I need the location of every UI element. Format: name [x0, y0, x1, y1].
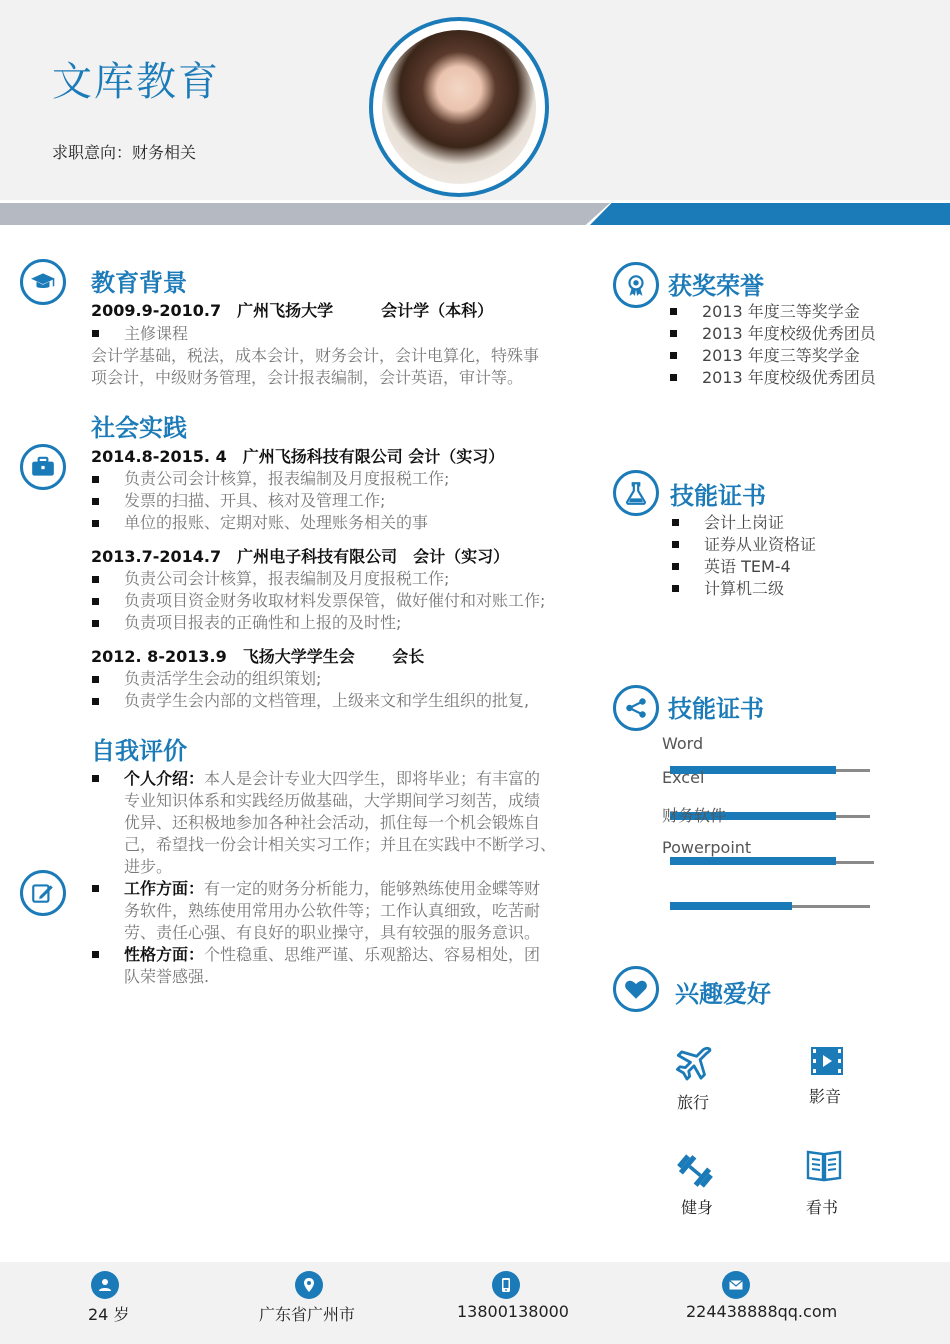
job-item: 负责项目报表的正确性和上报的及时性; — [124, 613, 402, 632]
bullet — [92, 498, 99, 505]
flask-icon — [613, 470, 659, 516]
work-aspect-text: 劳、责任心强、有良好的职业操守，具有较强的服务意识。 — [124, 923, 541, 942]
phone-icon — [492, 1271, 520, 1299]
divider-band-gray — [0, 203, 610, 225]
practice-title: 社会实践 — [91, 414, 187, 442]
personality-text: 个性稳重、思维严谨、乐观豁达、容易相处，团 — [204, 945, 541, 964]
dumbbell-icon — [674, 1150, 716, 1192]
award-medal-icon — [613, 262, 659, 308]
graduation-cap-icon — [20, 259, 66, 305]
skill-bar-powerpoint — [670, 902, 792, 910]
work-aspect-text: 有一定的财务分析能力，能够熟练使用金蝶等财 — [204, 879, 541, 898]
skill-bar-finance — [670, 857, 836, 865]
bullet — [92, 698, 99, 705]
bullet — [672, 563, 679, 570]
job-head: 2013.7-2014.7 广州电子科技有限公司 会计（实习） — [91, 547, 510, 566]
self-intro-text: 进步。 — [124, 857, 173, 876]
job-head: 2012. 8-2013.9 飞扬大学学生会 会长 — [91, 647, 425, 666]
hobby-label: 健身 — [681, 1198, 714, 1217]
applicant-name: 文库教育 — [52, 59, 220, 105]
bullet — [670, 352, 677, 359]
footer-email: 224438888qq.com — [686, 1302, 838, 1321]
book-icon — [806, 1148, 842, 1182]
education-line: 2009.9-2010.7 广州飞扬大学 会计学（本科） — [91, 301, 494, 320]
hobby-label: 影音 — [809, 1087, 842, 1106]
bullet — [92, 520, 99, 527]
bullet — [92, 951, 99, 958]
airplane-icon — [673, 1044, 715, 1086]
work-aspect-label: 工作方面： — [124, 879, 205, 898]
hobby-label: 看书 — [806, 1198, 839, 1217]
bullet — [92, 576, 99, 583]
work-aspect — [124, 878, 584, 944]
bullet — [92, 676, 99, 683]
bullet — [92, 330, 99, 337]
job-item: 发票的扫描、开具、核对及管理工作; — [124, 491, 386, 510]
self-intro-label: 个人介绍： — [124, 769, 205, 788]
education-sub: 主修课程 — [124, 324, 189, 343]
edit-icon — [20, 870, 66, 916]
personality-text: 队荣誉感强. — [124, 967, 210, 986]
self-intro-text: 己，希望找一份会计相关实习工作；并且在实践中不断学习、 — [124, 835, 557, 854]
bullet — [92, 620, 99, 627]
bullet — [92, 476, 99, 483]
job-item: 单位的报账、定期对账、处理账务相关的事 — [124, 513, 429, 532]
skills-title: 技能证书 — [668, 695, 764, 723]
profile-photo — [369, 17, 549, 197]
job-item: 负责活学生会动的组织策划; — [124, 669, 322, 688]
personality — [124, 944, 584, 988]
education-desc: 会计学基础，税法，成本会计，财务会计，会计电算化，特殊事 — [91, 346, 540, 365]
cert-item: 英语 TEM-4 — [704, 557, 791, 576]
bullet — [672, 519, 679, 526]
cert-item: 会计上岗证 — [704, 513, 785, 532]
skill-label: Word — [662, 734, 704, 753]
awards-title: 获奖荣誉 — [668, 272, 764, 300]
award-item: 2013 年度三等奖学金 — [702, 346, 860, 365]
user-icon — [91, 1271, 119, 1299]
job-item: 负责公司会计核算，报表编制及月度报税工作; — [124, 469, 450, 488]
job-item: 负责项目资金财务收取材料发票保管，做好催付和对账工作; — [124, 591, 546, 610]
email-icon — [722, 1271, 750, 1299]
footer-age: 24 岁 — [88, 1305, 130, 1324]
share-icon — [613, 685, 659, 731]
cert-item: 计算机二级 — [704, 579, 785, 598]
divider-band-blue — [590, 203, 950, 225]
award-item: 2013 年度三等奖学金 — [702, 302, 860, 321]
skill-label: 财务软件 — [662, 806, 727, 825]
location-pin-icon — [295, 1271, 323, 1299]
personality-label: 性格方面： — [124, 945, 205, 964]
skill-label: Powerpoint — [662, 838, 752, 857]
education-title: 教育背景 — [91, 269, 187, 297]
bullet — [670, 374, 677, 381]
job-head: 2014.8-2015. 4 广州飞扬科技有限公司 会计（实习） — [91, 447, 505, 466]
hobby-label: 旅行 — [677, 1093, 710, 1112]
award-item: 2013 年度校级优秀团员 — [702, 368, 876, 387]
cert-item: 证券从业资格证 — [704, 535, 817, 554]
briefcase-icon — [20, 444, 66, 490]
video-icon — [810, 1046, 844, 1076]
education-desc: 项会计，中级财务管理，会计报表编制，会计英语，审计等。 — [91, 368, 524, 387]
work-aspect-text: 务软件，熟练使用常用办公软件等；工作认真细致，吃苦耐 — [124, 901, 541, 920]
footer-location: 广东省广州市 — [259, 1305, 356, 1324]
bullet — [672, 541, 679, 548]
self-intro — [124, 768, 584, 878]
self-intro-text: 本人是会计专业大四学生，即将毕业；有丰富的 — [204, 769, 541, 788]
bullet — [92, 775, 99, 782]
self-eval-title: 自我评价 — [91, 737, 187, 765]
bullet — [670, 308, 677, 315]
job-intent: 求职意向：财务相关 — [52, 143, 197, 162]
self-intro-text: 优异、还积极地参加各种社会活动，抓住每一个机会锻炼自 — [124, 813, 541, 832]
skill-label: Excel — [662, 768, 705, 787]
award-item: 2013 年度校级优秀团员 — [702, 324, 876, 343]
footer-phone: 13800138000 — [457, 1302, 569, 1321]
certs-title: 技能证书 — [670, 482, 766, 510]
bullet — [92, 885, 99, 892]
bullet — [92, 598, 99, 605]
heart-icon — [613, 966, 659, 1012]
job-item: 负责学生会内部的文档管理，上级来文和学生组织的批复, — [124, 691, 530, 710]
hobbies-title: 兴趣爱好 — [675, 980, 771, 1008]
bullet — [672, 585, 679, 592]
job-item: 负责公司会计核算，报表编制及月度报税工作; — [124, 569, 450, 588]
self-intro-text: 专业知识体系和实践经历做基础，大学期间学习刻苦，成绩 — [124, 791, 541, 810]
bullet — [670, 330, 677, 337]
